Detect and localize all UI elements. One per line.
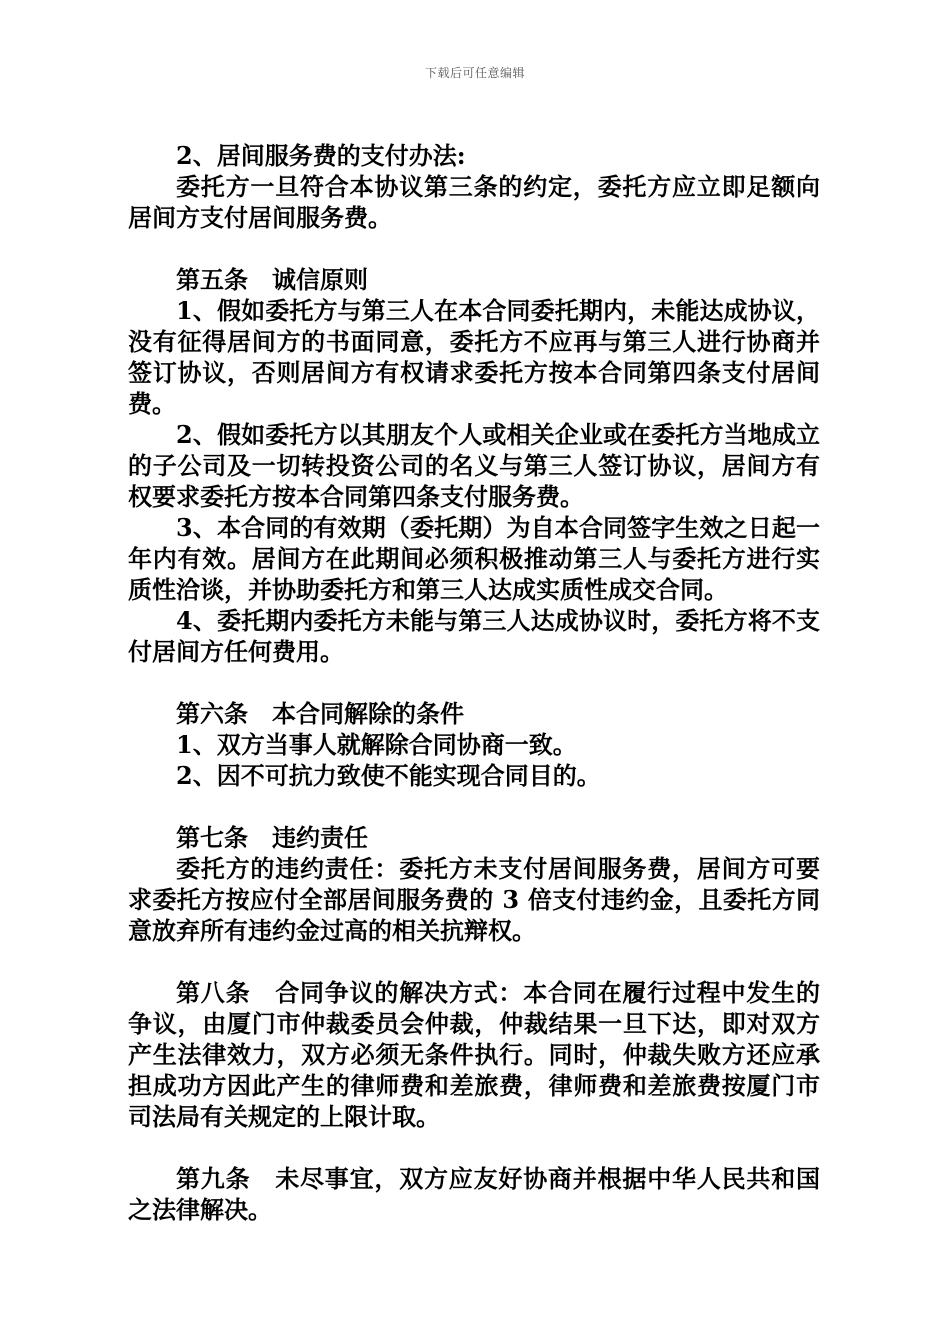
section-gap: [128, 791, 820, 822]
article-6-item-2: 2、因不可抗力致使不能实现合同目的。: [176, 761, 601, 790]
payment-method-heading: 2、居间服务费的支付办法:: [176, 141, 466, 170]
article-7-paragraph: 委托方的违约责任：委托方未支付居间服务费，居间方可要求委托方按应付全部居间服务费的 3 倍支付违约金，且委托方同意放弃所有违约金过高的相关抗辩权。: [128, 854, 820, 945]
page-header-note: 下载后可任意编辑: [424, 66, 525, 80]
article-9-paragraph: 第九条 未尽事宜，双方应友好协商并根据中华人民共和国之法律解决。: [128, 1164, 820, 1224]
section-gap: [128, 233, 820, 264]
section-gap: [128, 1132, 820, 1163]
article-5-item-4: 4、委托期内委托方未能与第三人达成协议时，委托方将不支付居间方任何费用。: [128, 606, 820, 666]
section-gap: [128, 946, 820, 977]
article-6-item-1: 1、双方当事人就解除合同协商一致。: [176, 730, 577, 759]
article-7-title: 第七条 违约责任: [176, 823, 368, 852]
document-body: [128, 140, 820, 1225]
article-6-title: 第六条 本合同解除的条件: [176, 699, 464, 728]
section-gap: [128, 667, 820, 698]
article-5-item-3: 3、本合同的有效期（委托期）为自本合同签字生效之日起一年内有效。居间方在此期间必须积极推动第三人与委托方进行实质性洽谈，并协助委托方和第三人达成实质性成交合同。: [128, 513, 820, 604]
article-5-item-2: 2、假如委托方以其朋友个人或相关企业或在委托方当地成立的子公司及一切转投资公司的名义与第三人签订协议，居间方有权要求委托方按本合同第四条支付服务费。: [128, 420, 820, 511]
article-5-title: 第五条 诚信原则: [176, 265, 368, 294]
article-8-paragraph: 第八条 合同争议的解决方式：本合同在履行过程中发生的争议，由厦门市仲裁委员会仲裁，仲裁结果一旦下达，即对双方产生法律效力，双方必须无条件执行。同时，仲裁失败方还应承担成功方因此产生的律师费和差旅费，律师费和差旅费按厦门市司法局有关规定的上限计取。: [128, 978, 820, 1131]
payment-method-paragraph: 委托方一旦符合本协议第三条的约定，委托方应立即足额向居间方支付居间服务费。: [128, 172, 820, 232]
article-5-item-1: 1、假如委托方与第三人在本合同委托期内，未能达成协议，没有征得居间方的书面同意，委托方不应再与第三人进行协商并签订协议，否则居间方有权请求委托方按本合同第四条支付居间费。: [128, 296, 820, 418]
